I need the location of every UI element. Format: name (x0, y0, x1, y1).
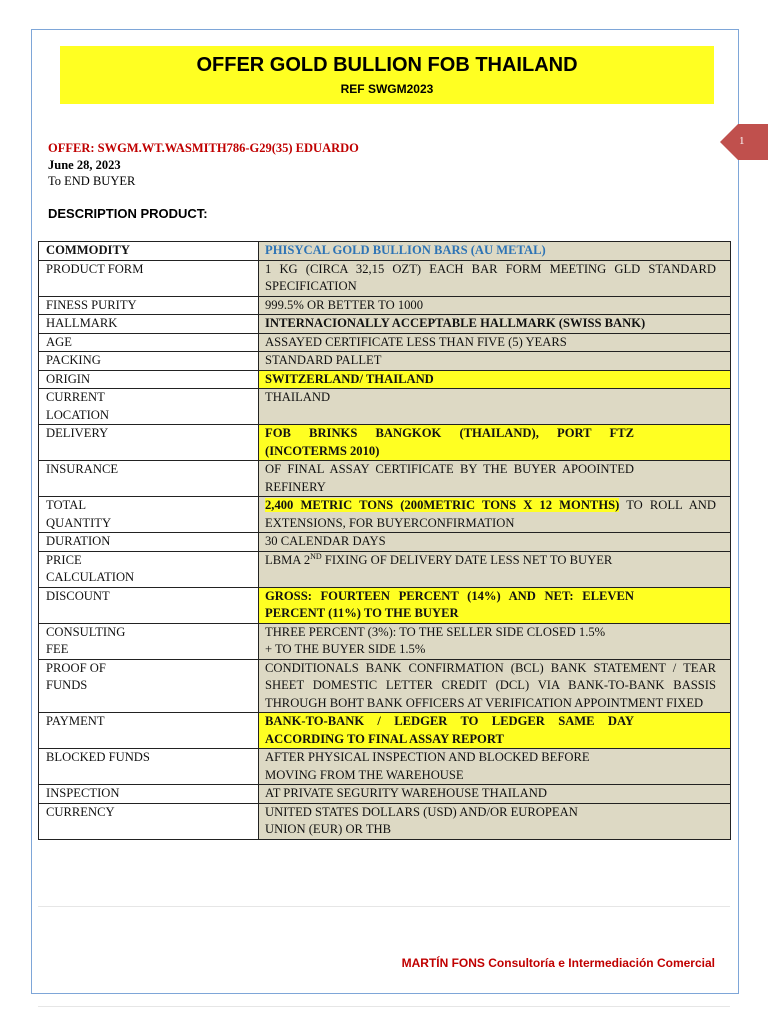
row-value-currency (259, 803, 731, 839)
row-label-age: AGE (39, 333, 259, 352)
description-heading: DESCRIPTION PRODUCT: (48, 206, 208, 221)
table-row (39, 803, 731, 839)
blocked-funds-line1: AFTER PHYSICAL INSPECTION AND BLOCKED BEFORE (265, 750, 590, 764)
table-row (39, 315, 731, 334)
row-label-current-location: CURRENT LOCATION (39, 389, 259, 425)
row-value-origin: SWITZERLAND/ THAILAND (259, 370, 731, 389)
table-row (39, 370, 731, 389)
row-label-hallmark: HALLMARK (39, 315, 259, 334)
page-number: 1 (739, 135, 745, 147)
row-value-current-location: THAILAND (259, 389, 731, 425)
product-spec-table (38, 241, 731, 840)
page-title: OFFER GOLD BULLION FOB THAILAND (196, 54, 578, 76)
row-label-proof-of-funds: PROOF OF FUNDS (39, 659, 259, 713)
recipient-line: To END BUYER (48, 174, 136, 188)
table-row (39, 242, 731, 261)
row-value-insurance: OF FINAL ASSAY CERTIFICATE BY THE BUYER APOOINTED REFINERY (259, 461, 731, 497)
total-quantity-highlight: 2,400 METRIC TONS (200METRIC TONS X 12 MONTHS) (265, 498, 620, 512)
row-label-delivery: DELIVERY (39, 425, 259, 461)
row-label-total-quantity: TOTAL QUANTITY (39, 497, 259, 533)
row-value-total-quantity (259, 497, 731, 533)
consulting-fee-line1: THREE PERCENT (3%): TO THE SELLER SIDE CLOSED 1.5% (265, 624, 606, 639)
row-label-duration: DURATION (39, 533, 259, 552)
footer-divider (38, 906, 730, 907)
total-quantity-rest: TO ROLL AND EXTENSIONS, FOR BUYERCONFIRMATION (265, 498, 716, 530)
row-value-consulting-fee (259, 623, 731, 659)
row-value-duration: 30 CALENDAR DAYS (259, 533, 731, 552)
row-label-origin: ORIGIN (39, 370, 259, 389)
reference-code: REF SWGM2023 (340, 82, 434, 96)
footer-company: MARTÍN FONS Consultoría e Intermediación Comercial (401, 956, 715, 970)
table-row (39, 785, 731, 804)
table-row (39, 497, 731, 533)
row-label-insurance: INSURANCE (39, 461, 259, 497)
table-row (39, 659, 731, 713)
row-value-finess-purity: 999.5% OR BETTER TO 1000 (259, 296, 731, 315)
table-row (39, 296, 731, 315)
price-calc-post: FIXING OF DELIVERY DATE LESS NET TO BUYER (321, 552, 613, 567)
row-value-delivery: FOB BRINKS BANGKOK (THAILAND), PORT FTZ (INCOTERMS 2010) (259, 425, 731, 461)
row-label-blocked-funds: BLOCKED FUNDS (39, 749, 259, 785)
price-calc-pre: LBMA 2 (265, 552, 311, 567)
offer-date: June 28, 2023 (48, 158, 121, 172)
row-value-age: ASSAYED CERTIFICATE LESS THAN FIVE (5) YEARS (259, 333, 731, 352)
row-value-packing: STANDARD PALLET (259, 352, 731, 371)
table-row (39, 587, 731, 623)
row-value-proof-of-funds: CONDITIONALS BANK CONFIRMATION (BCL) BANK STATEMENT / TEAR SHEET DOMESTIC LETTER CREDIT (DCL) VIA BANK-TO-BANK BASSIS THROUGH BOHT BANK OFFICERS AT VERIFICATION APPOINTMENT FIXED (259, 659, 731, 713)
row-label-commodity: COMMODITY (39, 242, 259, 261)
row-value-discount: GROSS: FOURTEEN PERCENT (14%) AND NET: ELEVEN PERCENT (11%) TO THE BUYER (259, 587, 731, 623)
price-calc-superscript: ND (310, 551, 322, 561)
row-label-product-form: PRODUCT FORM (39, 260, 259, 296)
table-row (39, 533, 731, 552)
row-value-blocked-funds (259, 749, 731, 785)
row-label-currency: CURRENCY (39, 803, 259, 839)
row-value-product-form: 1 KG (CIRCA 32,15 OZT) EACH BAR FORM MEETING GLD STANDARD SPECIFICATION (259, 260, 731, 296)
table-row (39, 425, 731, 461)
table-row (39, 749, 731, 785)
bottom-divider (38, 1006, 730, 1007)
row-label-inspection: INSPECTION (39, 785, 259, 804)
row-label-finess-purity: FINESS PURITY (39, 296, 259, 315)
offer-reference: OFFER: SWGM.WT.WASMITH786-G29(35) EDUARDO (48, 141, 359, 155)
table-row (39, 352, 731, 371)
row-value-payment: BANK-TO-BANK / LEDGER TO LEDGER SAME DAY ACCORDING TO FINAL ASSAY REPORT (259, 713, 731, 749)
table-row (39, 713, 731, 749)
row-value-price-calculation (259, 551, 731, 587)
row-label-discount: DISCOUNT (39, 587, 259, 623)
table-row (39, 389, 731, 425)
consulting-fee-line2: + TO THE BUYER SIDE 1.5% (265, 642, 426, 656)
row-label-packing: PACKING (39, 352, 259, 371)
row-label-payment: PAYMENT (39, 713, 259, 749)
table-row (39, 461, 731, 497)
row-label-consulting-fee: CONSULTING FEE (39, 623, 259, 659)
currency-line2: UNION (EUR) OR THB (265, 822, 392, 836)
table-row (39, 623, 731, 659)
table-row (39, 551, 731, 587)
currency-line1: UNITED STATES DOLLARS (USD) AND/OR EUROPEAN (265, 804, 578, 819)
row-value-commodity: PHISYCAL GOLD BULLION BARS (AU METAL) (259, 242, 731, 261)
row-label-price-calculation: PRICE CALCULATION (39, 551, 259, 587)
table-row (39, 260, 731, 296)
row-value-inspection: AT PRIVATE SEGURITY WAREHOUSE THAILAND (259, 785, 731, 804)
table-row (39, 333, 731, 352)
row-value-hallmark: INTERNACIONALLY ACCEPTABLE HALLMARK (SWISS BANK) (259, 315, 731, 334)
blocked-funds-line2: MOVING FROM THE WAREHOUSE (265, 767, 464, 782)
